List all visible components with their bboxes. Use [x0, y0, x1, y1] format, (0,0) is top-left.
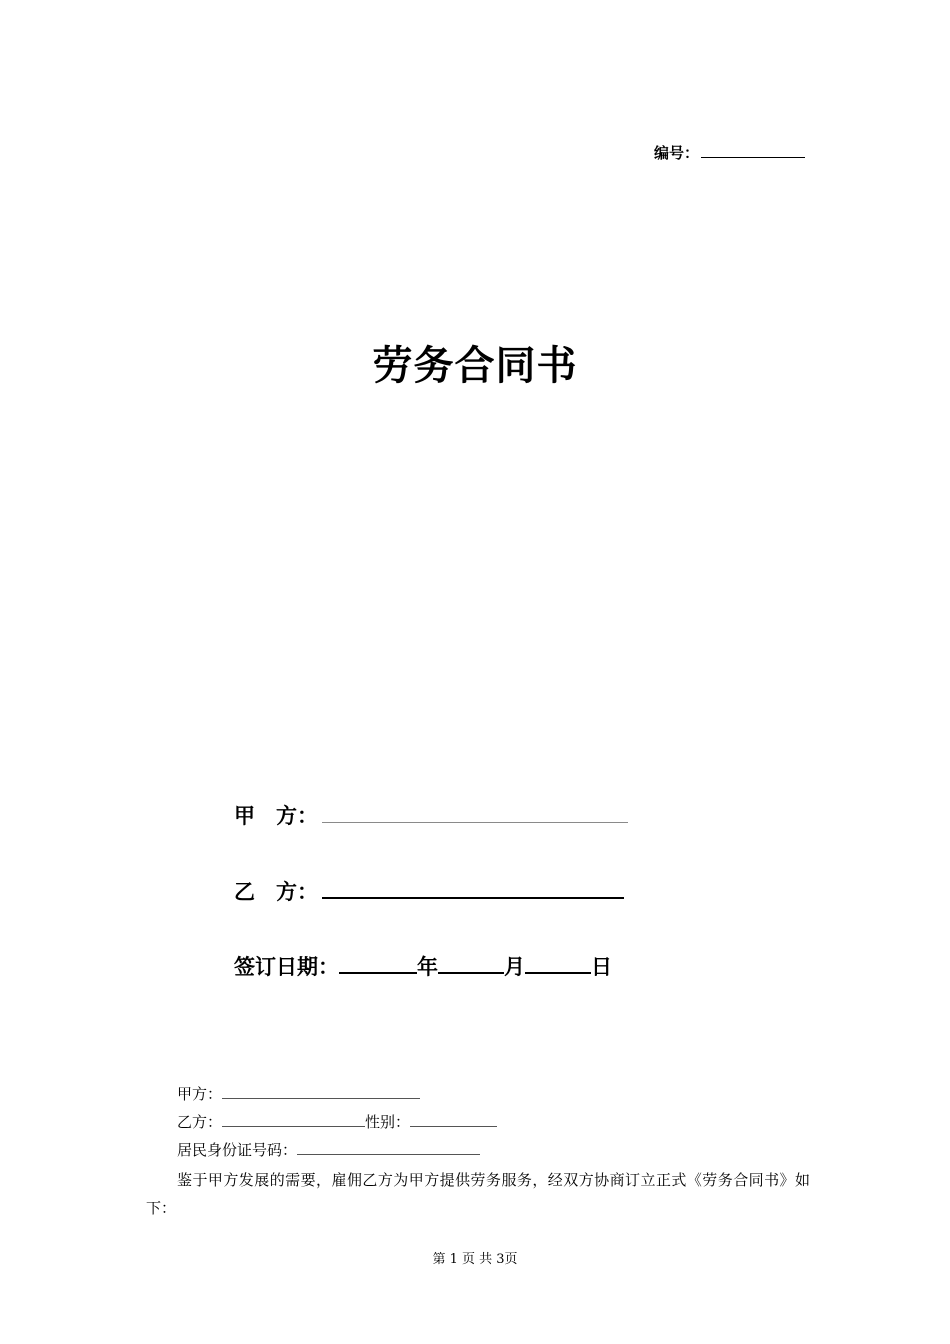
- body-party-b: [177, 1111, 497, 1132]
- document-title: 劳务合同书: [372, 343, 578, 389]
- day-label: 日: [591, 955, 612, 979]
- cover-party-b: [234, 876, 624, 906]
- cover-party-b-blank[interactable]: [322, 877, 624, 899]
- cover-party-a-blank[interactable]: [322, 802, 628, 823]
- contract-number-blank[interactable]: [701, 142, 805, 158]
- page-footer: 第 1 页 共 3页: [432, 1252, 518, 1267]
- sign-month-blank[interactable]: [438, 952, 504, 974]
- cover-party-a: [234, 800, 628, 830]
- body-party-a-label: 甲方：: [177, 1085, 223, 1103]
- body-party-a-blank[interactable]: [222, 1084, 420, 1099]
- year-label: 年: [417, 955, 438, 979]
- contract-number-label: 编号：: [654, 144, 700, 162]
- intro-paragraph: 鉴于甲方发展的需要，雇佣乙方为甲方提供劳务服务，经双方协商订立正式《劳务合同书》如下：: [146, 1171, 810, 1217]
- sign-day-blank[interactable]: [525, 952, 591, 974]
- month-label: 月: [504, 955, 525, 979]
- body-party-b-label: 乙方：: [177, 1113, 223, 1131]
- body-id-number: [177, 1139, 480, 1160]
- id-number-label: 居民身份证号码：: [177, 1141, 298, 1159]
- sign-year-blank[interactable]: [339, 952, 417, 974]
- contract-number: [654, 142, 805, 163]
- sign-date-label: 签订日期：: [234, 955, 339, 979]
- body-party-a: [177, 1083, 420, 1104]
- cover-sign-date: [234, 951, 612, 981]
- id-number-blank[interactable]: [297, 1140, 480, 1155]
- gender-label: 性别：: [365, 1113, 411, 1131]
- cover-party-b-label: 乙 方：: [234, 880, 318, 904]
- body-party-b-blank[interactable]: [222, 1112, 365, 1127]
- cover-party-a-label: 甲 方：: [234, 804, 318, 828]
- gender-blank[interactable]: [410, 1112, 497, 1127]
